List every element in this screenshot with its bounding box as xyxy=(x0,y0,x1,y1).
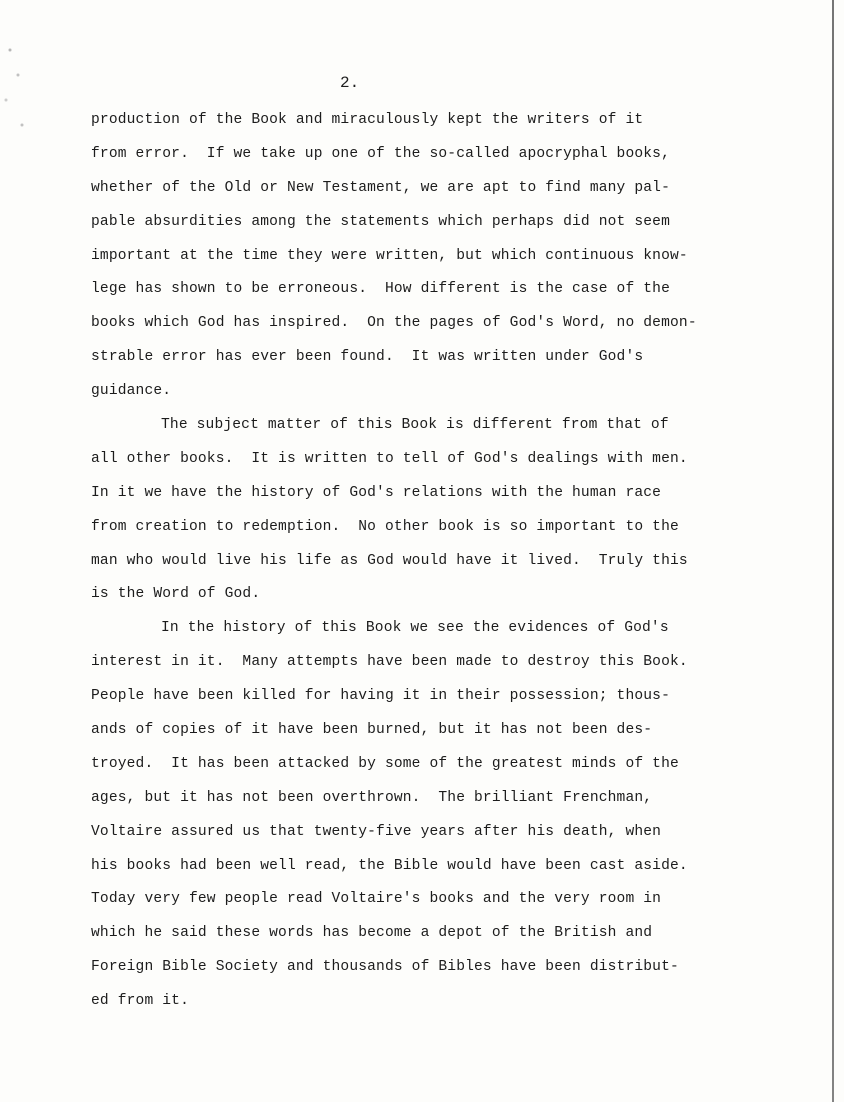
body-text xyxy=(91,104,791,1019)
text-line: is the Word of God. xyxy=(91,586,261,603)
text-line: his books had been well read, the Bible would have been cast aside. xyxy=(91,857,688,874)
text-line: man who would live his life as God would have it lived. Truly this xyxy=(91,552,688,569)
paragraph-2 xyxy=(91,409,791,612)
scan-specks xyxy=(0,30,30,150)
text-line: pable absurdities among the statements which perhaps did not seem xyxy=(91,213,670,230)
text-line: People have been killed for having it in their possession; thous- xyxy=(91,688,670,705)
text-line: Foreign Bible Society and thousands of Bibles have been distribut- xyxy=(91,959,679,976)
paragraph-1 xyxy=(91,104,791,409)
page-number: 2. xyxy=(340,74,360,92)
text-line: The subject matter of this Book is different from that of xyxy=(161,417,669,434)
paragraph-3 xyxy=(91,612,791,1019)
text-line: In it we have the history of God's relations with the human race xyxy=(91,484,662,501)
text-line: important at the time they were written, but which continuous know- xyxy=(91,247,688,264)
text-line: strable error has ever been found. It was written under God's xyxy=(91,349,644,366)
text-line: Voltaire assured us that twenty-five years after his death, when xyxy=(91,823,662,840)
text-line: interest in it. Many attempts have been made to destroy this Book. xyxy=(91,654,688,671)
text-line: whether of the Old or New Testament, we are apt to find many pal- xyxy=(91,179,670,196)
text-line: production of the Book and miraculously kept the writers of it xyxy=(91,112,644,128)
text-line: troyed. It has been attacked by some of the greatest minds of the xyxy=(91,755,679,772)
text-line: from error. If we take up one of the so-called apocryphal books, xyxy=(91,145,670,162)
text-line: all other books. It is written to tell of God's dealings with men. xyxy=(91,450,688,467)
text-line: lege has shown to be erroneous. How different is the case of the xyxy=(91,281,670,298)
text-line: ed from it. xyxy=(91,993,189,1010)
text-line: Today very few people read Voltaire's books and the very room in xyxy=(91,891,662,908)
text-line: books which God has inspired. On the pages of God's Word, no demon- xyxy=(91,315,697,332)
page-edge xyxy=(832,0,834,1102)
text-line: In the history of this Book we see the evidences of God's xyxy=(161,620,669,637)
text-line: from creation to redemption. No other book is so important to the xyxy=(91,518,679,535)
text-line: ands of copies of it have been burned, but it has not been des- xyxy=(91,722,653,739)
text-line: guidance. xyxy=(91,383,172,400)
text-line: ages, but it has not been overthrown. The brilliant Frenchman, xyxy=(91,789,653,806)
text-line: which he said these words has become a depot of the British and xyxy=(91,925,653,942)
